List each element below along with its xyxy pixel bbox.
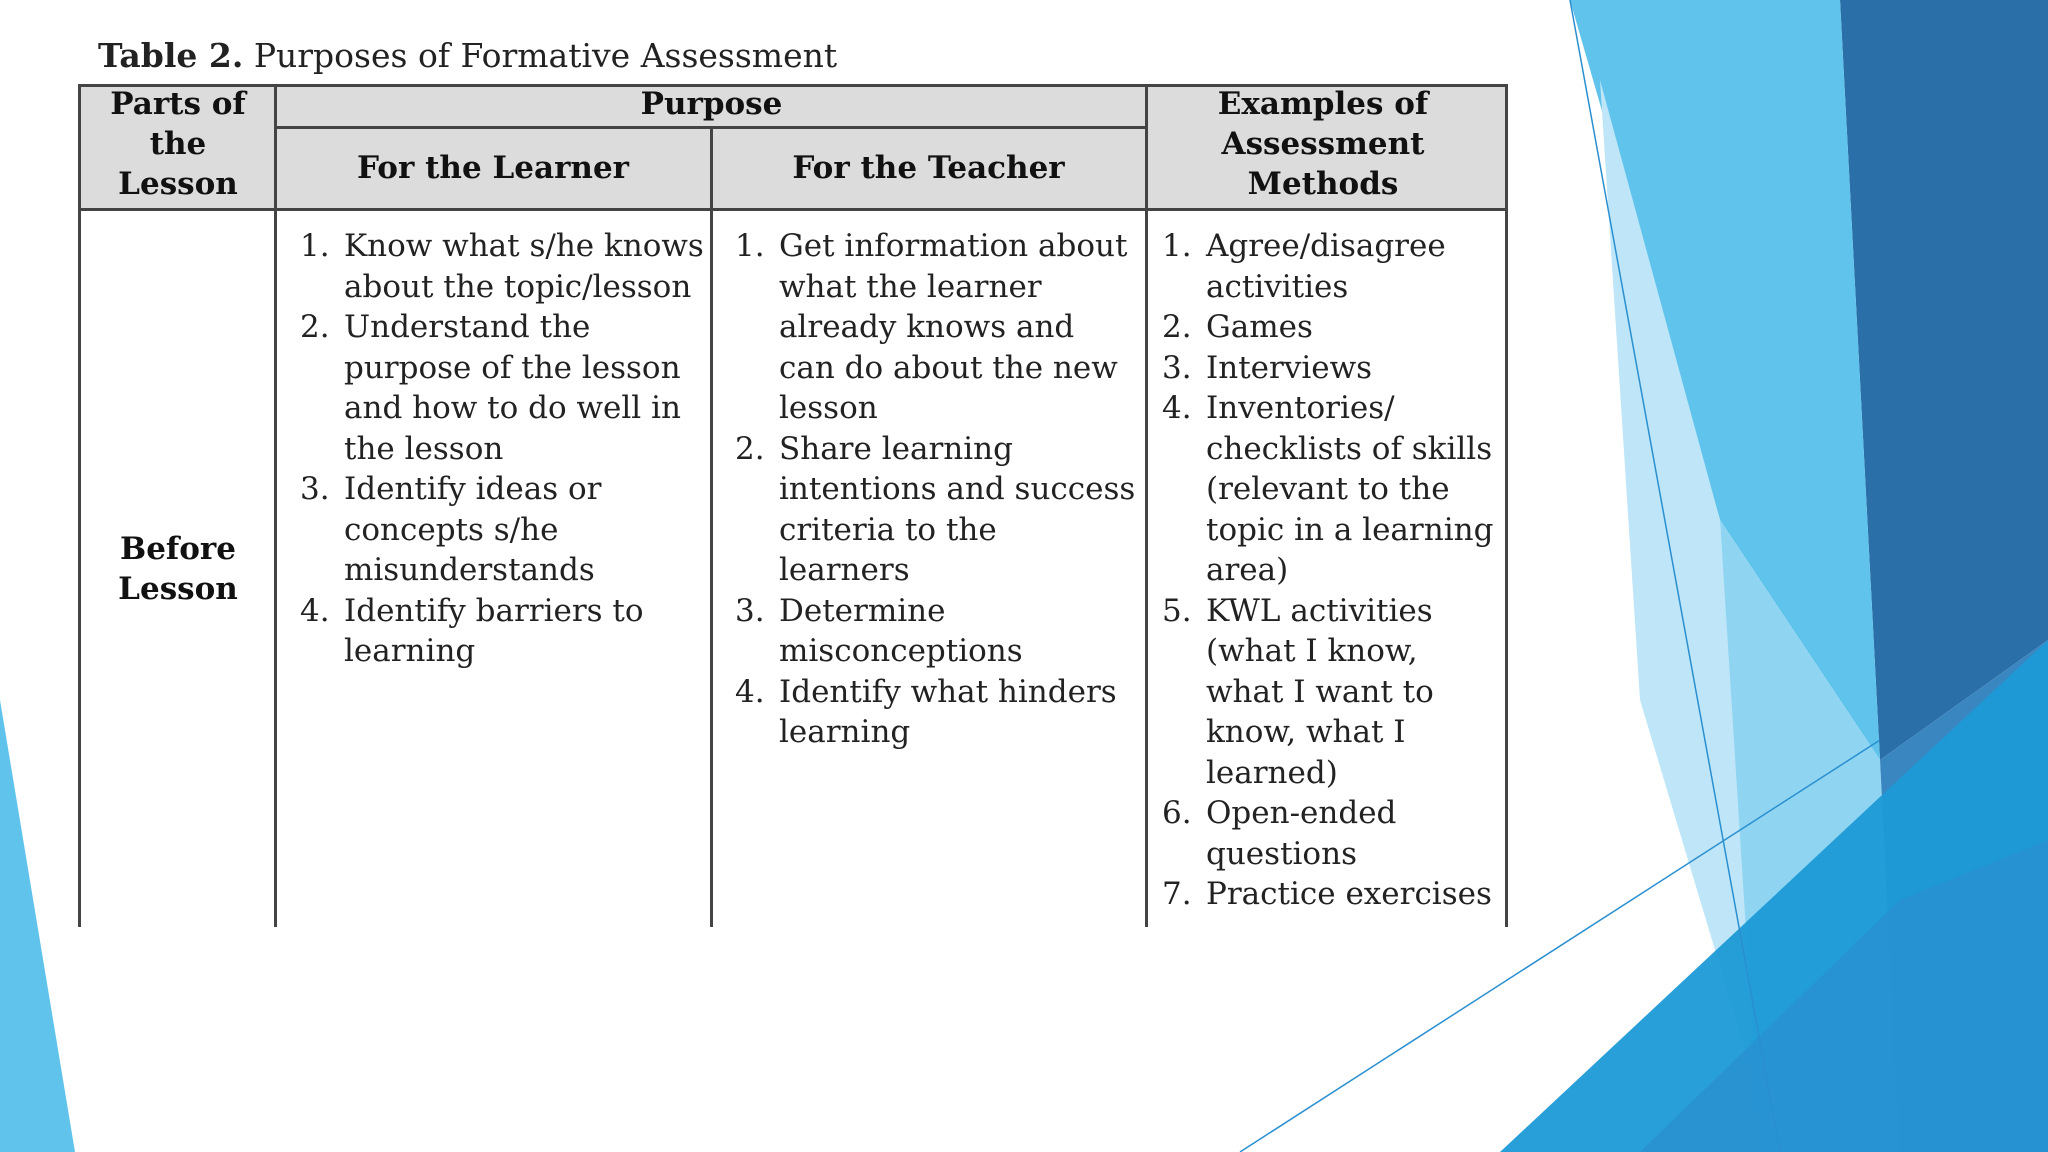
table-caption-text: Purposes of Formative Assessment (253, 36, 838, 75)
list-item-number: 7. (1162, 876, 1192, 912)
list-item-text: Interviews (1206, 349, 1373, 386)
learner-purpose-list (290, 226, 710, 672)
col-divider-3 (1145, 84, 1148, 927)
list-item-number: 2. (300, 309, 330, 345)
list-item (725, 672, 1137, 753)
list-item-number: 2. (1162, 309, 1192, 345)
header-parts-of-lesson: Parts of the Lesson (110, 86, 246, 202)
list-item-number: 3. (735, 592, 765, 629)
list-item-number: 2. (735, 430, 765, 467)
list-item-text: Games (1206, 309, 1313, 345)
list-item (725, 591, 1137, 672)
list-item-text: Identify ideas or concepts s/he misunderstands (344, 471, 602, 588)
left-border (78, 84, 81, 927)
list-item (1152, 226, 1502, 307)
list-item-text: Share learning intentions and success criteria to the learners (779, 430, 1136, 588)
header-for-the-learner: For the Learner (356, 150, 630, 186)
list-item (290, 226, 710, 307)
table-grid (78, 84, 1508, 927)
header-for-the-teacher: For the Teacher (792, 150, 1065, 186)
list-item (1152, 388, 1502, 591)
list-item-number: 4. (735, 673, 765, 710)
list-item (725, 226, 1137, 429)
list-item-number: 1. (1162, 228, 1192, 264)
assessment-methods-list (1152, 226, 1502, 915)
table-caption-label: Table 2. (98, 36, 244, 75)
header-assessment-methods: Examples of Assessment Methods (1217, 86, 1429, 202)
list-item-number: 1. (300, 228, 330, 264)
formative-assessment-table-image (66, 24, 1516, 927)
list-item-number: 4. (300, 592, 330, 629)
list-item-text: Understand the purpose of the lesson and how to do well in the lesson (344, 309, 681, 467)
col-divider-2 (710, 126, 713, 927)
header-purpose: Purpose (640, 86, 783, 122)
list-item-number: 6. (1162, 795, 1192, 831)
table-caption (98, 36, 837, 75)
list-item (725, 429, 1137, 591)
list-item (1152, 793, 1502, 874)
list-item-text: Agree/disagree activities (1206, 228, 1446, 305)
bg-left-strip (0, 700, 75, 1152)
list-item-text: Get information about what the learner already knows and can do about the new lesson (779, 228, 1128, 426)
list-item-text: Identify barriers to learning (344, 592, 644, 669)
list-item-number: 3. (1162, 349, 1192, 386)
list-item-number: 1. (735, 228, 765, 264)
list-item-text: Open-ended questions (1206, 795, 1397, 872)
list-item (290, 469, 710, 591)
list-item-number: 4. (1162, 390, 1192, 426)
row-label-before-lesson: Before Lesson (118, 531, 238, 607)
list-item-number: 3. (300, 471, 330, 507)
right-border (1505, 84, 1508, 927)
list-item-text: Identify what hinders learning (779, 673, 1117, 750)
list-item-text: Practice exercises (1206, 876, 1492, 912)
list-item (1152, 874, 1502, 915)
list-item (1152, 348, 1502, 389)
list-item-number: 5. (1162, 592, 1192, 629)
header-bottom-border (78, 208, 1508, 211)
list-item-text: Inventories/ checklists of skills (relevant to the topic in a learning area) (1206, 390, 1494, 588)
list-item-text: Know what s/he knows about the topic/lesson (344, 228, 704, 305)
teacher-purpose-list (725, 226, 1137, 753)
list-item (290, 591, 710, 672)
list-item (290, 307, 710, 469)
list-item-text: Determine misconceptions (779, 592, 1023, 669)
list-item-text: KWL activities (what I know, what I want to know, what I learned) (1206, 592, 1434, 791)
list-item (1152, 307, 1502, 348)
col-divider-1 (274, 84, 277, 927)
list-item (1152, 591, 1502, 794)
